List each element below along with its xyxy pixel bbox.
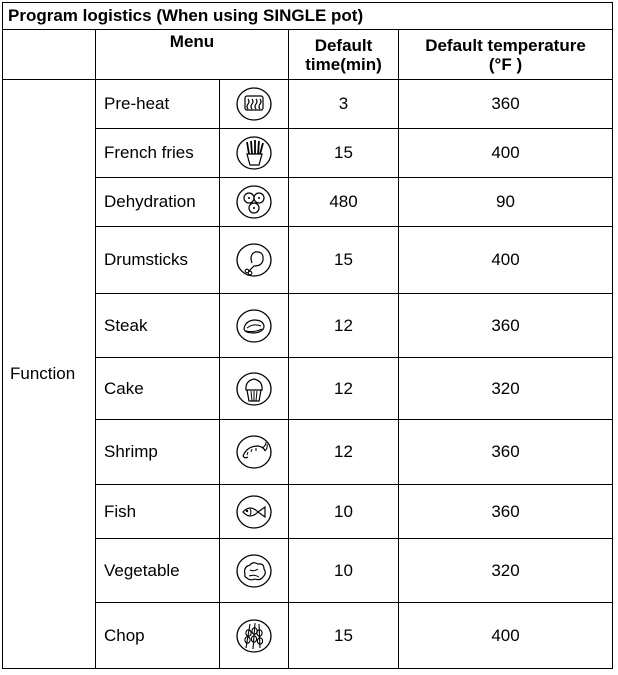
default-time: 12 xyxy=(289,420,399,485)
default-temperature: 360 xyxy=(399,80,613,129)
default-temperature: 400 xyxy=(399,603,613,669)
menu-name: Vegetable xyxy=(96,539,220,603)
menu-name: Dehydration xyxy=(96,178,220,227)
default-temperature: 360 xyxy=(399,485,613,539)
steak-icon xyxy=(235,307,273,345)
default-temperature: 90 xyxy=(399,178,613,227)
menu-icon-cell xyxy=(220,485,289,539)
dried-fruit-slices-icon xyxy=(235,183,273,221)
default-temperature: 360 xyxy=(399,294,613,358)
default-temperature: 320 xyxy=(399,539,613,603)
menu-name: Fish xyxy=(96,485,220,539)
menu-icon-cell xyxy=(220,603,289,669)
default-time: 15 xyxy=(289,603,399,669)
default-time: 12 xyxy=(289,294,399,358)
header-menu xyxy=(96,30,289,80)
default-time: 12 xyxy=(289,358,399,420)
menu-icon-cell xyxy=(220,358,289,420)
header-default-time xyxy=(289,30,399,80)
program-logistics-table xyxy=(2,2,613,669)
menu-icon-cell xyxy=(220,420,289,485)
fish-icon xyxy=(235,493,273,531)
default-temperature: 400 xyxy=(399,129,613,178)
program-table-container xyxy=(2,2,613,669)
french-fries-icon xyxy=(235,134,273,172)
menu-name: Chop xyxy=(96,603,220,669)
drumstick-icon xyxy=(235,241,273,279)
menu-icon-cell xyxy=(220,539,289,603)
heating-element-icon xyxy=(235,85,273,123)
menu-icon-cell xyxy=(220,227,289,294)
vegetable-icon xyxy=(235,552,273,590)
menu-name: French fries xyxy=(96,129,220,178)
menu-name: Shrimp xyxy=(96,420,220,485)
header-blank-cell xyxy=(3,30,96,80)
header-time-line1: Default xyxy=(314,35,373,55)
menu-icon-cell xyxy=(220,80,289,129)
skewers-icon xyxy=(235,617,273,655)
default-time: 10 xyxy=(289,485,399,539)
default-temperature: 360 xyxy=(399,420,613,485)
default-time: 3 xyxy=(289,80,399,129)
menu-name: Pre-heat xyxy=(96,80,220,129)
header-default-temperature xyxy=(399,30,613,80)
header-temp-line1: Default temperature xyxy=(425,35,586,55)
menu-name: Drumsticks xyxy=(96,227,220,294)
header-menu-label: Menu xyxy=(169,32,215,51)
default-time: 15 xyxy=(289,227,399,294)
default-time: 10 xyxy=(289,539,399,603)
menu-name: Steak xyxy=(96,294,220,358)
default-temperature: 400 xyxy=(399,227,613,294)
menu-name: Cake xyxy=(96,358,220,420)
default-temperature: 320 xyxy=(399,358,613,420)
menu-icon-cell xyxy=(220,294,289,358)
default-time: 15 xyxy=(289,129,399,178)
default-time: 480 xyxy=(289,178,399,227)
menu-icon-cell xyxy=(220,129,289,178)
cupcake-icon xyxy=(235,370,273,408)
function-group-label: Function xyxy=(3,80,96,669)
menu-icon-cell xyxy=(220,178,289,227)
header-time-line2: time(min) xyxy=(305,54,382,74)
table-row xyxy=(3,80,613,129)
table-title: Program logistics (When using SINGLE pot) xyxy=(3,3,613,30)
header-temp-line2: (°F ) xyxy=(488,54,523,74)
shrimp-icon xyxy=(235,433,273,471)
